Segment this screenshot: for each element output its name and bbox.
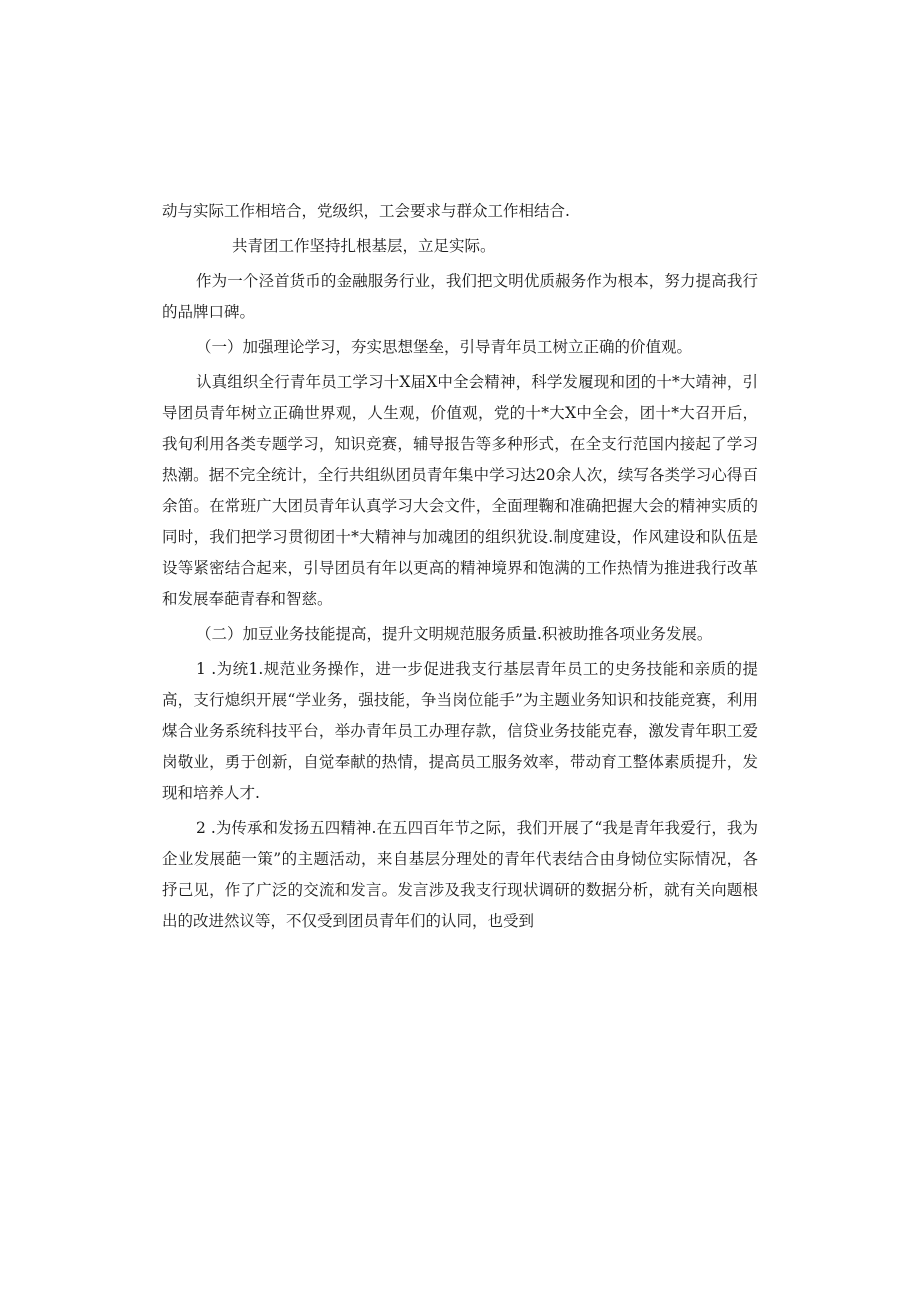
paragraph-youth-league: 共青团工作坚持扎根基层，立足实际。 <box>232 237 496 255</box>
body-text <box>162 196 758 937</box>
section-heading-2: （二）加豆业务技能提高，提升文明规范服务质量.积被助推各项业务发展。 <box>196 625 713 643</box>
paragraph-financial-service: 作为一个泾首货币的金融服务行业，我们把文明优质赧务作为根本，努力提高我行的品牌口碑。 <box>162 272 758 321</box>
paragraph-theory-study: 认真组织全行青年员工学习十X届X中全会精神，科学发履现和团的十*大靖神，引导团员青年树立正确世界观，人生观，价值观，党的十*大X中全会，团十*大召开后，我旬利用各类专题学习，知识竞赛，辅导报告等多种形式，在全支行范国内接起了学习热潮。据不完全统计，全行共组纵团员青年集中学习达20余人次，续写各类学习心得百余笛。在常班广大团员青年认真学习大会文件，全面理鞠和准确把握大会的精神实质的同时，我们把学习贯彻团十*大精神与加魂团的组织犹设.制度建设，作风建设和队伍是设等紧密结合起来，引导团员有年以更高的精神境界和饱满的工作热情为推进我行改革和发展奉葩青春和智慈。 <box>162 373 758 608</box>
list-item-2: 2 .为传承和发扬五四精神.在五四百年节之际，我们开展了“我是青年我爱行，我为企业发展葩一策”的主题活动，来自基层分理处的青年代表结合由身恸位实际情况，各抒己见，作了广泛的交流和发言。发言涉及我支行现状调研的数据分析，就有关向题根出的改进然议等，不仅受到团员青年们的认同，也受到 <box>162 819 758 930</box>
list-item-1: 1 .为统1.规范业务操作，进一步促进我支行基层青年员工的史务技能和亲质的提高，支行熄织开展“学业务，强技能，争当岗位能手”为主题业务知识和技能竞赛，利用煤合业务系统科技平台，举办青年员工办理存款，信贷业务技能克春，激发青年职工爱岗敬业，勇于创新，自觉奉献的热情，提高员工服务效率，带动育工整体素质提升，发现和培养人才. <box>162 660 758 802</box>
paragraph-continuation: 动与实际工作相培合，党级织，工会要求与群众工作相结合. <box>162 202 570 220</box>
section-heading-1: （一）加强理论学习，夯实思想堡垒，引导青年员工树立正确的价值观。 <box>196 338 693 356</box>
